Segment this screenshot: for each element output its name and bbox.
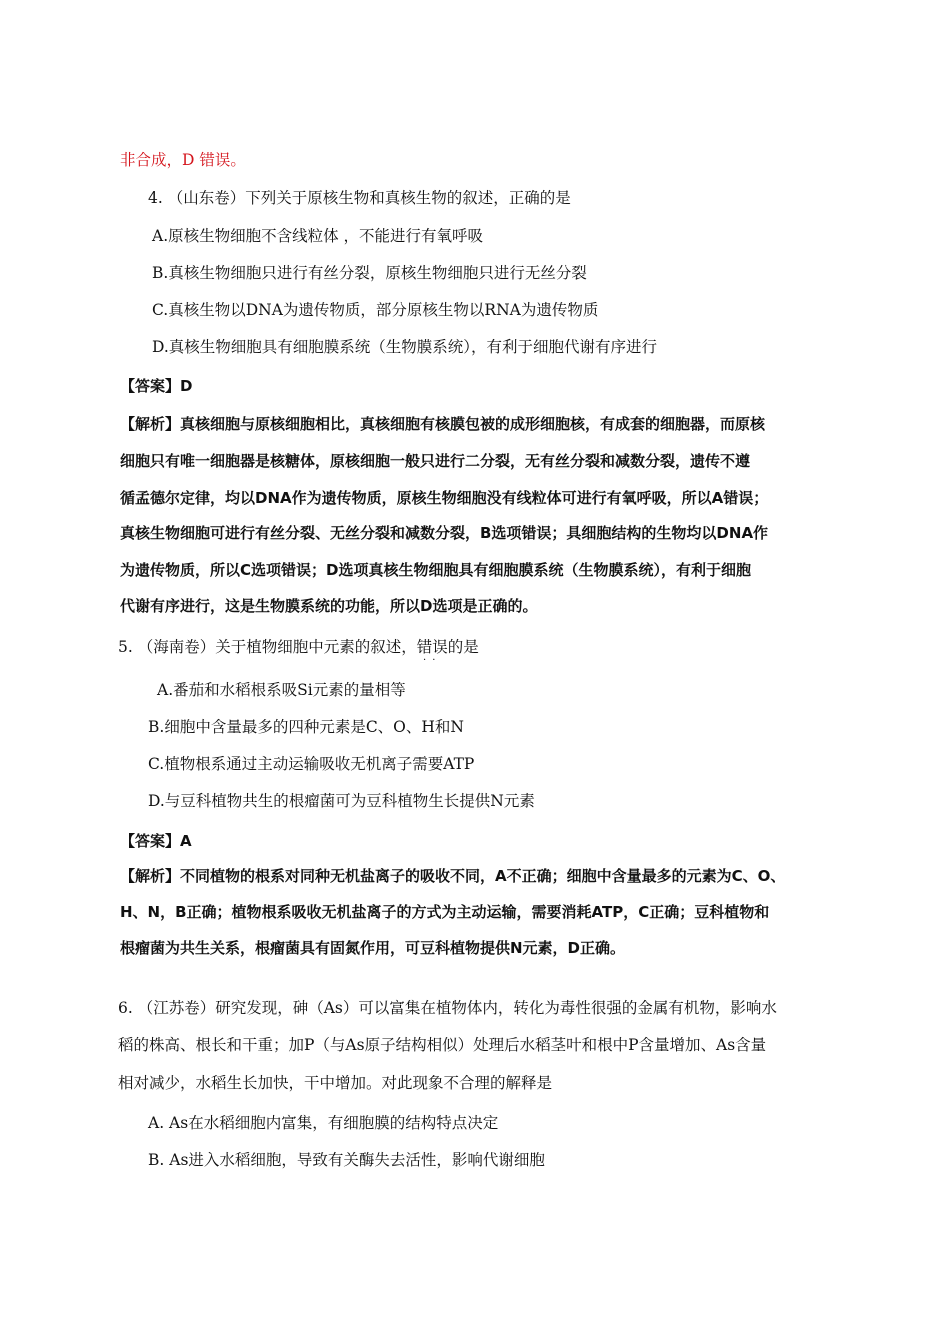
q5-analysis-text-1: 不同植物的根系对同种无机盐离子的吸收不同，A不正确；细胞中含量最多的元素为C、O、 xyxy=(180,867,786,885)
q5-analysis-line-3: 根瘤菌为共生关系，根瘤菌具有固氮作用，可豆科植物提供N元素，D正确。 xyxy=(120,939,626,957)
q5-option-d: D.与豆科植物共生的根瘤菌可为豆科植物生长提供N元素 xyxy=(148,792,535,810)
q5-option-a: A.番茄和水稻根系吸Si元素的量相等 xyxy=(157,681,406,699)
emphasis-dots: ·· xyxy=(423,655,442,666)
q5-stem-emphasis: 错误 ·· xyxy=(416,638,448,666)
q5-analysis-line-1 xyxy=(120,866,785,886)
q4-answer xyxy=(120,376,192,396)
q6-stem-line-1: 6. （江苏卷）研究发现，砷（As）可以富集在植物体内，转化为毒性很强的金属有机物，影响水 xyxy=(118,999,777,1017)
q4-stem: 4. （山东卷）下列关于原核生物和真核生物的叙述，正确的是 xyxy=(148,189,571,207)
q6-stem-line-2: 稻的株高、根长和干重；加P（与As原子结构相似）处理后水稻茎叶和根中P含量增加、As含量 xyxy=(118,1036,767,1054)
q4-analysis-line-3: 循孟德尔定律，均以DNA作为遗传物质，原核生物细胞没有线粒体可进行有氧呼吸，所以A错误； xyxy=(120,489,769,507)
q5-answer-value: A xyxy=(180,832,192,850)
q4-answer-value: D xyxy=(180,377,193,395)
q5-stem xyxy=(118,637,479,666)
q5-stem-suffix: 的是 xyxy=(447,638,479,656)
q4-analysis-line-2: 细胞只有唯一细胞器是核糖体，原核细胞一般只进行二分裂，无有丝分裂和减数分裂，遗传不遵 xyxy=(120,452,751,470)
q5-analysis-label: 【解析】 xyxy=(120,867,181,885)
q6-stem-line-3: 相对减少，水稻生长加快，干中增加。对此现象不合理的解释是 xyxy=(118,1074,553,1092)
q6-option-a: A. As在水稻细胞内富集，有细胞膜的结构特点决定 xyxy=(148,1114,499,1132)
previous-answer-tail: 非合成，D 错误。 xyxy=(120,151,246,169)
q5-answer-label: 【答案】 xyxy=(120,832,181,850)
q4-analysis-line-4: 真核生物细胞可进行有丝分裂、无丝分裂和减数分裂，B选项错误；具细胞结构的生物均以DNA作 xyxy=(120,524,769,542)
q4-analysis-text-1: 真核细胞与原核细胞相比，真核细胞有核膜包被的成形细胞核，有成套的细胞器，而原核 xyxy=(180,415,766,433)
q4-answer-label: 【答案】 xyxy=(120,377,181,395)
q4-option-c: C.真核生物以DNA为遗传物质，部分原核生物以RNA为遗传物质 xyxy=(152,301,599,319)
q5-option-b: B.细胞中含量最多的四种元素是C、O、H和N xyxy=(148,718,464,736)
q4-analysis-line-1 xyxy=(120,414,765,434)
q4-option-d: D.真核生物细胞具有细胞膜系统（生物膜系统），有利于细胞代谢有序进行 xyxy=(152,338,658,356)
q5-analysis-line-2: H、N，B正确；植物根系吸收无机盐离子的方式为主动运输，需要消耗ATP，C正确；豆科植物和 xyxy=(120,903,770,921)
q4-option-b: B.真核生物细胞只进行有丝分裂，原核生物细胞只进行无丝分裂 xyxy=(152,264,587,282)
q6-option-b: B. As进入水稻细胞，导致有关酶失去活性，影响代谢细胞 xyxy=(148,1151,545,1169)
q5-stem-prefix: 5. （海南卷）关于植物细胞中元素的叙述， xyxy=(118,638,417,656)
q4-option-a: A.原核生物细胞不含线粒体 ，不能进行有氧呼吸 xyxy=(152,227,484,245)
q4-analysis-line-6: 代谢有序进行，这是生物膜系统的功能，所以D选项是正确的。 xyxy=(120,597,538,615)
q5-answer xyxy=(120,831,192,851)
q5-option-c: C.植物根系通过主动运输吸收无机离子需要ATP xyxy=(148,755,475,773)
q4-analysis-line-5: 为遗传物质，所以C选项错误；D选项真核生物细胞具有细胞膜系统（生物膜系统），有利于细胞 xyxy=(120,561,751,579)
q4-analysis-label: 【解析】 xyxy=(120,415,181,433)
